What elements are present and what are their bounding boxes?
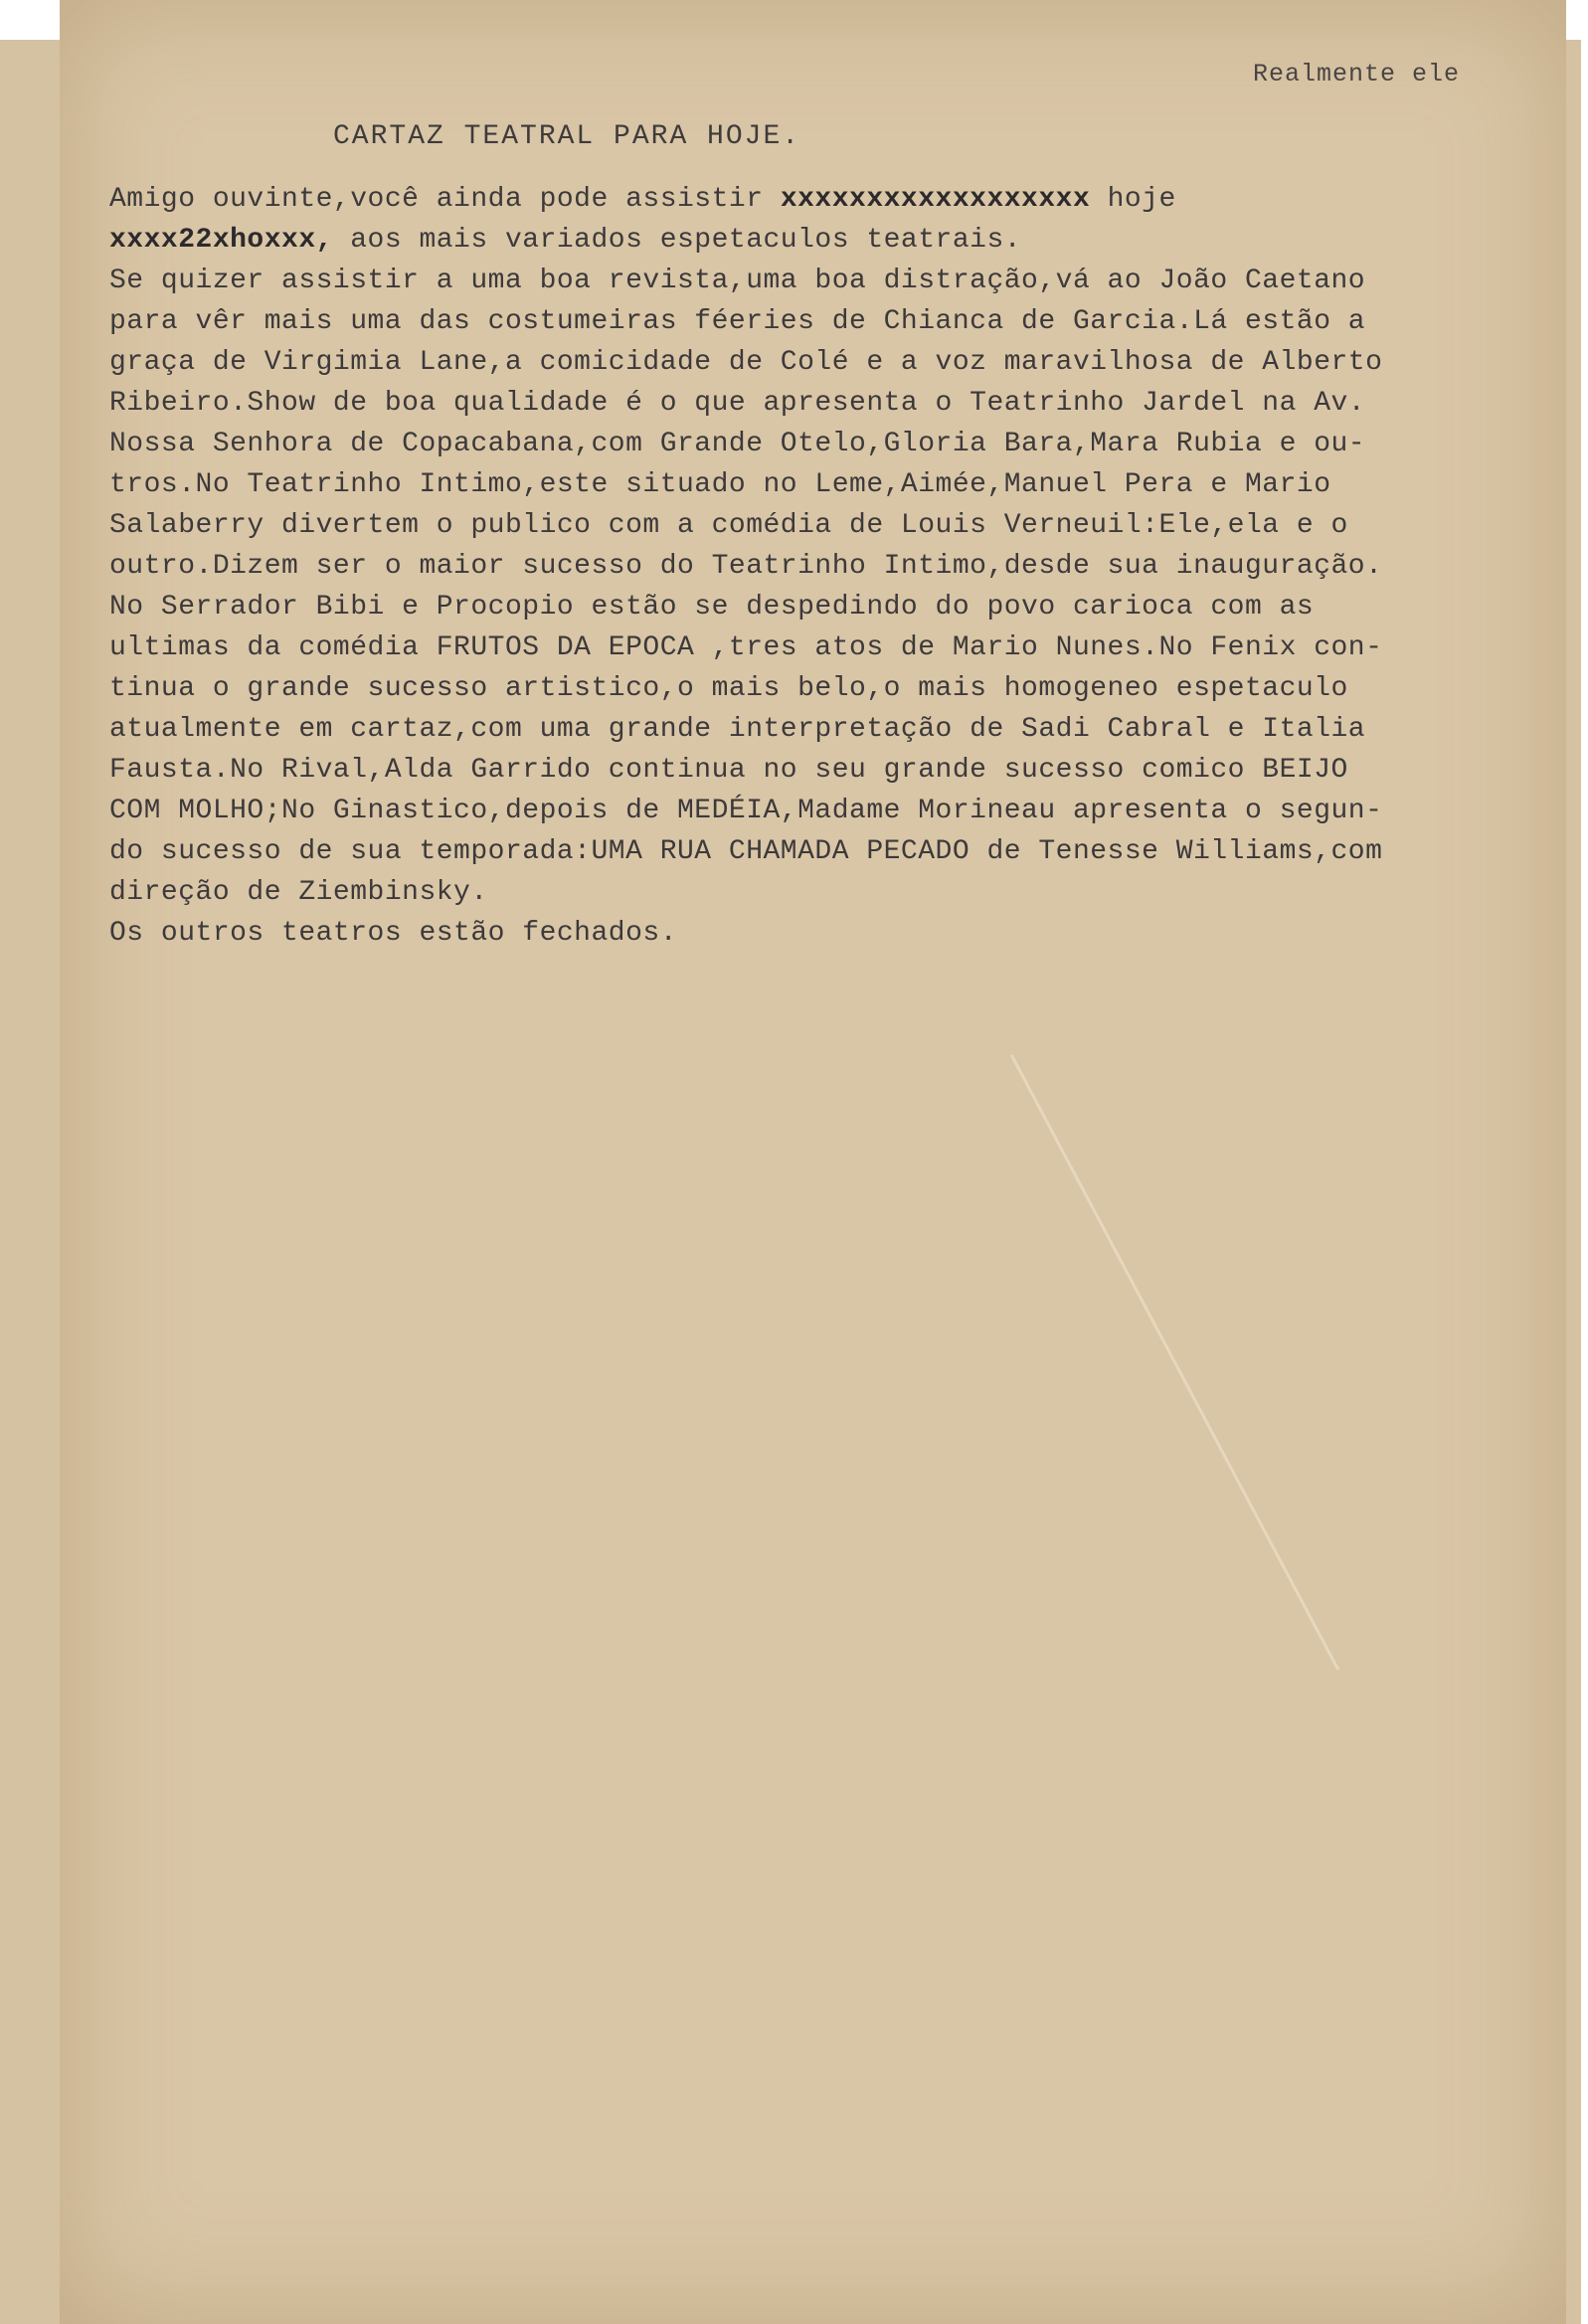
text-segment: Nossa Senhora de Copacabana,com Grande Otelo,Gloria Bara,Mara Rubia e ou- (109, 429, 1366, 459)
text-line (109, 505, 1561, 546)
text-line (109, 220, 1561, 261)
text-segment: Ribeiro.Show de boa qualidade é o que apresenta o Teatrinho Jardel na Av. (109, 388, 1366, 419)
text-segment: COM MOLHO;No Ginastico,depois de MEDÉIA,Madame Morineau apresenta o segun- (109, 796, 1383, 826)
text-segment: aos mais variados espetaculos teatrais. (332, 225, 1022, 256)
text-segment: tros.No Teatrinho Intimo,este situado no Leme,Aimée,Manuel Pera e Mario (109, 469, 1331, 500)
text-segment: hoje (1090, 184, 1176, 215)
text-line (109, 546, 1561, 587)
document-title: CARTAZ TEATRAL PARA HOJE. (333, 121, 801, 152)
text-line (109, 301, 1561, 342)
text-segment: Os outros teatros estão fechados. (109, 918, 677, 949)
text-segment: Se quizer assistir a uma boa revista,uma boa distração,vá ao João Caetano (109, 266, 1366, 296)
text-segment: No Serrador Bibi e Procopio estão se despedindo do povo carioca com as (109, 592, 1315, 623)
text-line (109, 750, 1561, 791)
struck-out-text: xxxx22xhoxxx, (109, 225, 333, 256)
text-segment: Fausta.No Rival,Alda Garrido continua no seu grande sucesso comico BEIJO (109, 755, 1348, 786)
text-line (109, 791, 1561, 831)
text-segment: ultimas da comédia FRUTOS DA EPOCA ,tres atos de Mario Nunes.No Fenix con- (109, 632, 1383, 663)
text-line (109, 627, 1561, 668)
text-line (109, 464, 1561, 505)
text-segment: do sucesso de sua temporada:UMA RUA CHAMADA PECADO de Tenesse Williams,com (109, 836, 1383, 867)
text-segment: Amigo ouvinte,você ainda pode assistir (109, 184, 781, 215)
text-segment: tinua o grande sucesso artistico,o mais belo,o mais homogeneo espetaculo (109, 673, 1348, 704)
text-segment: Salaberry divertem o publico com a comédia de Louis Verneuil:Ele,ela e o (109, 510, 1348, 541)
text-line (109, 424, 1561, 464)
text-line (109, 668, 1561, 709)
document-body (109, 179, 1561, 954)
text-segment: atualmente em cartaz,com uma grande interpretação de Sadi Cabral e Italia (109, 714, 1366, 745)
text-segment: outro.Dizem ser o maior sucesso do Teatrinho Intimo,desde sua inauguração. (109, 551, 1383, 582)
struck-out-text: xxxxxxxxxxxxxxxxxx (780, 184, 1091, 215)
text-line (109, 179, 1561, 220)
text-line (109, 913, 1561, 954)
text-line (109, 383, 1561, 424)
text-line (109, 709, 1561, 750)
text-line (109, 261, 1561, 301)
text-segment: para vêr mais uma das costumeiras féeries de Chianca de Garcia.Lá estão a (109, 306, 1366, 337)
top-text-fragment: Realmente ele (1253, 60, 1461, 89)
text-line (109, 831, 1561, 872)
text-line (109, 872, 1561, 913)
text-line (109, 587, 1561, 627)
text-segment: graça de Virgimia Lane,a comicidade de Colé e a voz maravilhosa de Alberto (109, 347, 1383, 378)
text-line (109, 342, 1561, 383)
text-segment: direção de Ziembinsky. (109, 877, 488, 908)
